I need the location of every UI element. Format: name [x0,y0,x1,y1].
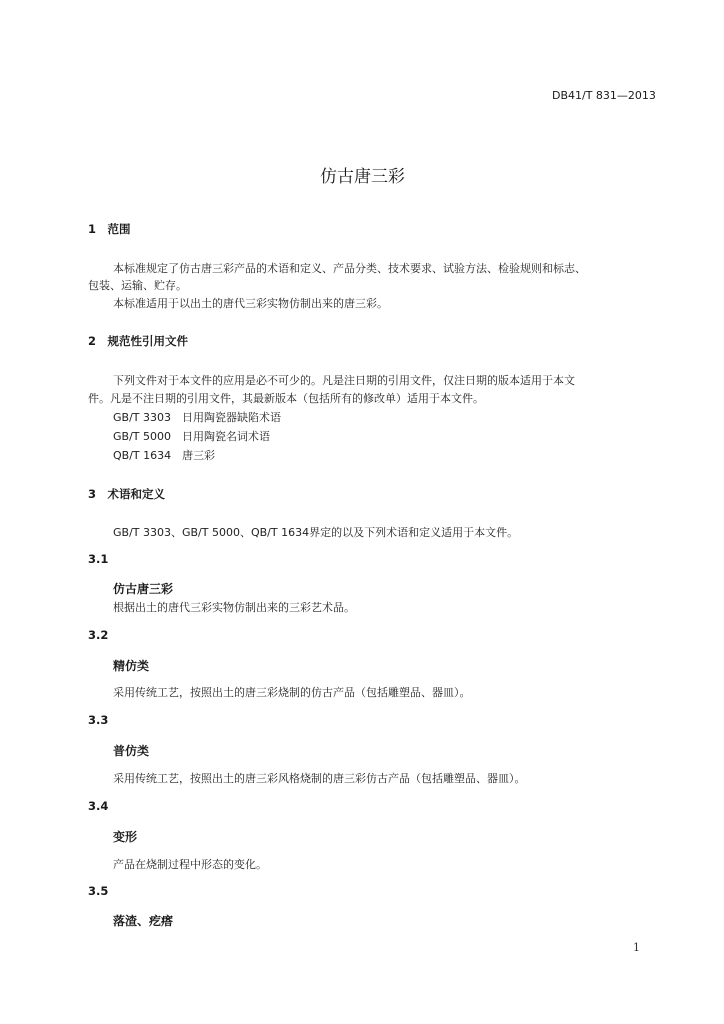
term-number: 3.5 [88,884,109,898]
term-name: 落渣、疙瘩 [113,914,174,928]
term-name: 精仿类 [113,659,150,673]
term-number: 3.1 [88,552,109,566]
section-1-paragraph-2: 本标准适用于以出土的唐代三彩实物仿制出来的唐三彩。 [113,297,388,310]
section-2-paragraph-line-2: 件。凡是不注日期的引用文件，其最新版本（包括所有的修改单）适用于本文件。 [88,392,484,405]
section-1-paragraph-1-line-2: 包装、运输、贮存。 [88,279,187,292]
reference-item: GB/T 5000 日用陶瓷名词术语 [113,430,270,443]
term-name: 仿古唐三彩 [113,582,174,596]
standard-number: DB41/T 831—2013 [552,89,656,102]
page-number: 1 [633,941,640,954]
term-definition: 根据出土的唐代三彩实物仿制出来的三彩艺术品。 [113,601,355,614]
section-3-intro: GB/T 3303、GB/T 5000、QB/T 1634界定的以及下列术语和定义适用于本文件。 [113,526,519,539]
term-number: 3.4 [88,799,109,813]
term-name: 普仿类 [113,744,150,758]
term-definition: 采用传统工艺，按照出土的唐三彩风格烧制的唐三彩仿古产品（包括雕塑品、器皿）。 [113,772,526,785]
section-1-paragraph-1-line-1: 本标准规定了仿古唐三彩产品的术语和定义、产品分类、技术要求、试验方法、检验规则和标志、 [113,262,586,275]
reference-item: GB/T 3303 日用陶瓷器缺陷术语 [113,411,281,424]
section-2-heading: 2 规范性引用文件 [88,334,189,348]
term-definition: 产品在烧制过程中形态的变化。 [113,858,267,871]
term-number: 3.3 [88,713,109,727]
section-1-heading: 1 范围 [88,222,131,236]
reference-item: QB/T 1634 唐三彩 [113,449,216,462]
section-3-heading: 3 术语和定义 [88,487,166,501]
term-name: 变形 [113,830,138,844]
term-definition: 采用传统工艺，按照出土的唐三彩烧制的仿古产品（包括雕塑品、器皿）。 [113,686,471,699]
document-title: 仿古唐三彩 [320,167,405,187]
section-2-paragraph-line-1: 下列文件对于本文件的应用是必不可少的。凡是注日期的引用文件，仅注日期的版本适用于本文 [113,374,575,387]
term-number: 3.2 [88,628,109,642]
